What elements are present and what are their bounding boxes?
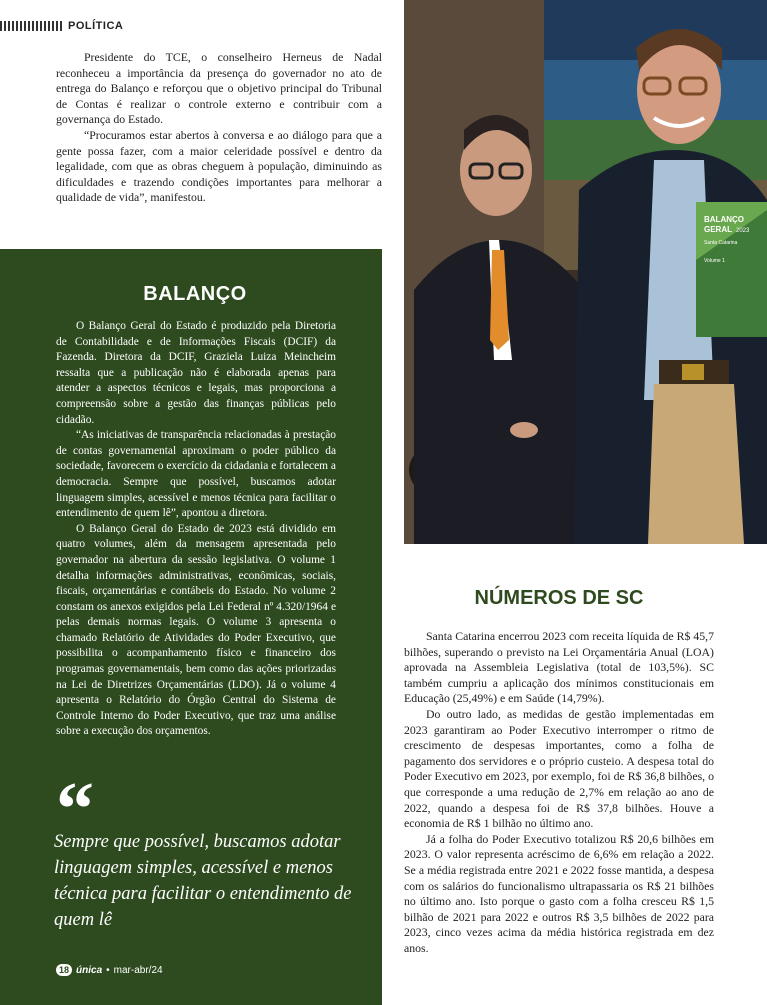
- intro-paragraph: Presidente do TCE, o conselheiro Herneus de Nadal reconheceu a importância da presença do governador no ato de entrega do Balanço e reforçou que o objetivo principal do Tribunal de Contas é realizar o controle externo e contribuir com a governança do Estado.: [56, 50, 382, 127]
- photo-two-men-with-report: [404, 0, 767, 544]
- numeros-paragraph: Já a folha do Poder Executivo totalizou R$ 20,6 bilhões em 2023. O valor representa acréscimo de 6,6% em relação a 2022. Se a média registrada entre 2021 e 2022 fosse mantida, a despesa com os salários do funcionalismo ultrapassaria os R$ 21 bilhões no último ano. Isto porque o gasto com a folha cresceu R$ 1,5 bilhão de 2021 para 2022 e outros R$ 3,5 bilhões de 2022 para 2023, cinco vezes acima da média histórica registrada em dez anos.: [404, 831, 714, 955]
- magazine-brand: única: [76, 964, 103, 976]
- numeros-body: [404, 629, 714, 956]
- footer-separator: •: [106, 964, 110, 976]
- book-title-line1: BALANÇO: [704, 215, 744, 224]
- balanco-paragraph: O Balanço Geral do Estado é produzido pela Diretoria de Contabilidade e de Informações Fiscais (DCIF) da Fazenda. Diretora da DCIF, Graziela Luiza Meincheim ressalta que a publicação não é elaborada apenas para atender a aspectos técnicos e legais, mas proporciona a compreensão sobre a gestão das finanças públicas pelo cidadão.: [56, 320, 336, 426]
- page-number: 18: [56, 964, 72, 976]
- balanco-body: [56, 319, 336, 740]
- report-book: [696, 202, 767, 337]
- quote-mark-icon: “: [56, 767, 94, 851]
- numeros-paragraph: Santa Catarina encerrou 2023 com receita líquida de R$ 45,7 bilhões, superando o previsto na Lei Orçamentária Anual (LOA) aprovada na Assembleia Legislativa (total de 103,5%). SC também cumpriu a aplicação dos mínimos constitucionais em Educação (25,49%) e em Saúde (14,79%).: [404, 629, 714, 706]
- edition-date: mar-abr/24: [113, 964, 163, 976]
- book-subtitle: Santa Catarina: [704, 240, 738, 246]
- page-footer: [56, 964, 163, 976]
- balanco-paragraph: O Balanço Geral do Estado de 2023 está dividido em quatro volumes, além da mensagem apresentada pelo governador na abertura da sessão legislativa. O volume 1 detalha informações administrativas, econômicas, sociais, fiscais, orçamentárias e contábeis do Estado. No volume 2 constam os anexos exigidos pela Lei Federal nº 4.320/1964 e pelas demais normas legais. O volume 3 apresenta o chamado Relatório de Atividades do Poder Executivo, que possibilita o acompanhamento físico e financeiro dos programas governamentais, bem como das ações priorizadas na Lei de Diretrizes Orçamentárias (LDO). Já o volume 4 apresenta o Relatório do Órgão Central do Sistema de Controle Interno do Poder Executivo, que traz uma análise sobre a execução dos orçamentos.: [56, 522, 336, 738]
- balanco-paragraph: “As iniciativas de transparência relacionadas à prestação de contas governamental aproximam o poder público da sociedade, favorecem o exercício da cidadania e fortalecem a democracia. Sempre que possível, buscamos adotar linguagem simples, acessível e menos técnica para facilitar o entendimento de quem lê”, apontou a diretora.: [56, 429, 336, 520]
- numeros-paragraph: Do outro lado, as medidas de gestão implementadas em 2023 garantiram ao Poder Executivo interromper o ritmo de crescimento de despesas importantes, como a folha de pagamento dos servidores e o próprio custeio. A despesa total do Poder Executivo em 2023, por exemplo, foi de R$ 36,8 bilhões, o que corresponde a uma redução de 2,7% em relação ao ano de 2022, quando a despesa foi de R$ 37,8 bilhões. Houve a economia de R$ 1 bilhão no último ano.: [404, 706, 714, 831]
- book-year: 2023: [736, 228, 750, 234]
- numeros-title: NÚMEROS DE SC: [474, 587, 644, 609]
- intro-paragraph: “Procuramos estar abertos à conversa e ao diálogo para que a gente possa fazer, com a maior celeridade possível e dentro da legalidade, com que as obras cheguem à população, diminuindo as dificuldades e trazendo condições importantes para melhorar a qualidade de vida”, manifestou.: [56, 127, 382, 205]
- balanco-panel: [0, 249, 382, 1005]
- book-volume: Volume 1: [704, 258, 725, 264]
- section-tag: [0, 18, 123, 34]
- book-title-line2: GERAL: [704, 225, 732, 234]
- intro-text: [56, 50, 382, 206]
- section-label: POLÍTICA: [68, 20, 124, 32]
- balanco-title: BALANÇO: [143, 283, 247, 305]
- tag-bars-decoration: [0, 21, 62, 31]
- pull-quote: Sempre que possível, buscamos adotar linguagem simples, acessível e menos técnica para facilitar o entendimento de quem lê: [54, 832, 352, 930]
- photo-illustration: [404, 0, 767, 544]
